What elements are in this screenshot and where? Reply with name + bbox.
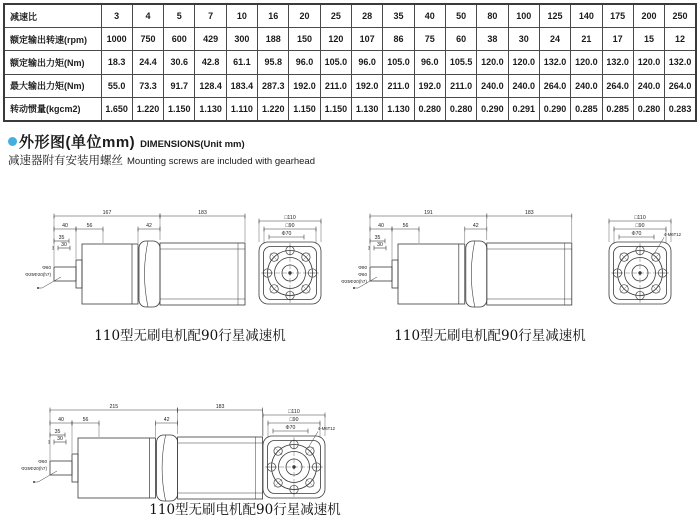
spec-cell: 1.150 (164, 97, 195, 121)
spec-cell: 600 (164, 28, 195, 51)
spec-cell: 1.130 (195, 97, 226, 121)
spec-cell: 300 (226, 28, 257, 51)
dim-label: 3 (51, 245, 55, 251)
spec-cell: 25 (320, 4, 351, 28)
side-view-drawing (334, 196, 594, 336)
spec-cell: 28 (352, 4, 383, 28)
dim-label: 167 (102, 210, 112, 217)
spec-row (4, 97, 696, 121)
spec-row-label: 额定输出转速(rpm) (4, 28, 101, 51)
spec-row-label: 最大输出力矩(Nm) (4, 74, 101, 97)
spec-cell: 183.4 (226, 74, 257, 97)
spec-cell: 240.0 (571, 74, 602, 97)
spec-cell: 35 (383, 4, 414, 28)
spec-table (3, 3, 697, 122)
spec-cell: 60 (445, 28, 476, 51)
dim-label: 30 (57, 436, 63, 443)
spec-cell: 105.0 (320, 51, 351, 74)
spec-cell: 240.0 (633, 74, 664, 97)
spec-cell: 105.0 (383, 51, 414, 74)
dim-label: □90 (635, 223, 645, 230)
dim-label: 35 (58, 235, 65, 242)
spec-cell: 429 (195, 28, 226, 51)
dim-label: 183 (215, 404, 225, 411)
front-flange-view (252, 406, 336, 510)
spec-cell: 61.1 (226, 51, 257, 74)
spec-cell: 1.130 (352, 97, 383, 121)
spec-cell: 132.0 (602, 51, 633, 74)
dim-label: Φ60 (358, 272, 367, 277)
dim-label: 42 (146, 223, 152, 230)
dim-label: 56 (86, 223, 93, 230)
dim-label: □90 (285, 223, 295, 230)
spec-cell: 240.0 (477, 74, 508, 97)
spec-cell: 17 (602, 28, 633, 51)
spec-cell: 250 (665, 4, 696, 28)
mounting-note-en: Mounting screws are included with gearhead (127, 156, 315, 167)
spec-cell: 3 (101, 4, 132, 28)
spec-cell: 24 (539, 28, 570, 51)
spec-row-label: 转动惯量(kgcm2) (4, 97, 101, 121)
spec-cell: 192.0 (414, 74, 445, 97)
spec-cell: 128.4 (195, 74, 226, 97)
spec-cell: 105.5 (445, 51, 476, 74)
dim-label: □110 (288, 409, 300, 416)
spec-cell: 175 (602, 4, 633, 28)
dim-label: 4-M6T12 (317, 426, 335, 431)
spec-cell: 1.130 (383, 97, 414, 121)
spec-cell: 1.220 (132, 97, 163, 121)
dim-label: □90 (289, 417, 299, 424)
spec-row (4, 28, 696, 51)
dim-label: 191 (424, 210, 433, 217)
dim-label: 30 (377, 242, 383, 249)
drawing-caption-2: 110型无刷电机配90行星减速机 (394, 328, 586, 344)
spec-cell: 40 (414, 4, 445, 28)
spec-cell: 0.280 (414, 97, 445, 121)
mounting-note (8, 152, 315, 168)
spec-cell: 287.3 (258, 74, 289, 97)
spec-cell: 96.0 (352, 51, 383, 74)
spec-cell: 1.220 (258, 97, 289, 121)
spec-cell: 1.150 (320, 97, 351, 121)
dim-label: Φ25Φ20(h7) (21, 466, 47, 471)
spec-cell: 96.0 (414, 51, 445, 74)
spec-cell: 132.0 (665, 51, 696, 74)
dim-label: 42 (472, 223, 479, 230)
dim-label: 40 (58, 417, 64, 424)
dim-label: 40 (62, 223, 68, 230)
dim-label: 3 (47, 439, 51, 445)
spec-cell: 10 (226, 4, 257, 28)
spec-cell: 30 (508, 28, 539, 51)
spec-cell: 264.0 (602, 74, 633, 97)
spec-cell: 42.8 (195, 51, 226, 74)
dim-label: Φ70 (285, 425, 296, 432)
spec-cell: 132.0 (539, 51, 570, 74)
spec-row (4, 4, 696, 28)
spec-cell: 0.280 (445, 97, 476, 121)
dim-label: Φ90 (358, 265, 367, 270)
spec-cell: 55.0 (101, 74, 132, 97)
spec-cell: 4 (132, 4, 163, 28)
dim-label: 35 (54, 429, 61, 436)
dim-label: 56 (82, 417, 89, 424)
spec-cell: 211.0 (383, 74, 414, 97)
spec-cell: 1000 (101, 28, 132, 51)
spec-cell: 211.0 (320, 74, 351, 97)
dim-label: 183 (198, 210, 207, 217)
dim-label: 30 (61, 242, 67, 249)
spec-cell: 211.0 (445, 74, 476, 97)
spec-cell: 0.285 (602, 97, 633, 121)
spec-cell: 150 (289, 28, 320, 51)
spec-cell: 21 (571, 28, 602, 51)
dim-label: Φ25Φ20(h7) (25, 272, 51, 277)
spec-cell: 192.0 (352, 74, 383, 97)
spec-row-label: 额定输出力矩(Nm) (4, 51, 101, 74)
spec-cell: 107 (352, 28, 383, 51)
spec-cell: 188 (258, 28, 289, 51)
dim-label: Φ60 (42, 265, 51, 270)
spec-cell: 750 (132, 28, 163, 51)
spec-cell: 24.4 (132, 51, 163, 74)
spec-cell: 7 (195, 4, 226, 28)
spec-cell: 264.0 (539, 74, 570, 97)
spec-cell: 20 (289, 4, 320, 28)
section-title-zh: 外形图(单位mm) (19, 134, 136, 151)
spec-cell: 120.0 (571, 51, 602, 74)
spec-cell: 50 (445, 4, 476, 28)
dim-label: 35 (374, 235, 381, 242)
spec-cell: 140 (571, 4, 602, 28)
spec-cell: 120 (320, 28, 351, 51)
spec-cell: 80 (477, 4, 508, 28)
spec-cell: 0.280 (633, 97, 664, 121)
spec-cell: 0.291 (508, 97, 539, 121)
spec-row (4, 74, 696, 97)
dim-label: Φ70 (281, 231, 292, 238)
front-flange-view (248, 212, 332, 316)
dim-label: 215 (109, 404, 119, 411)
drawing-caption-3: 110型无刷电机配90行星减速机 (149, 502, 341, 518)
spec-cell: 0.290 (539, 97, 570, 121)
dim-label: 4-M6T12 (663, 232, 681, 237)
dim-label: Φ25Φ20(h7) (341, 279, 367, 284)
spec-cell: 200 (633, 4, 664, 28)
spec-cell: 96.0 (289, 51, 320, 74)
spec-cell: 240.0 (508, 74, 539, 97)
section-title-en: DIMENSIONS(Unit mm) (140, 139, 245, 150)
spec-cell: 1.150 (289, 97, 320, 121)
spec-cell: 38 (477, 28, 508, 51)
spec-cell: 120.0 (508, 51, 539, 74)
spec-cell: 0.290 (477, 97, 508, 121)
dim-label: 183 (524, 210, 534, 217)
drawing-caption-1: 110型无刷电机配90行星减速机 (94, 328, 286, 344)
spec-cell: 100 (508, 4, 539, 28)
spec-cell: 264.0 (665, 74, 696, 97)
spec-cell: 95.8 (258, 51, 289, 74)
dim-label: 3 (367, 245, 371, 251)
dim-label: □110 (284, 215, 296, 222)
spec-cell: 125 (539, 4, 570, 28)
mounting-note-zh: 减速器附有安装用螺丝 (8, 155, 123, 167)
spec-cell: 86 (383, 28, 414, 51)
spec-cell: 120.0 (633, 51, 664, 74)
bullet-icon (8, 137, 17, 146)
dim-label: 42 (163, 417, 170, 424)
spec-cell: 91.7 (164, 74, 195, 97)
spec-cell: 75 (414, 28, 445, 51)
spec-cell: 73.3 (132, 74, 163, 97)
front-flange-view (598, 212, 682, 316)
dim-label: □110 (634, 215, 646, 222)
dim-label: Φ70 (631, 231, 642, 238)
spec-cell: 0.283 (665, 97, 696, 121)
spec-cell: 15 (633, 28, 664, 51)
dim-label: Φ60 (38, 459, 47, 464)
dim-label: 40 (378, 223, 384, 230)
spec-cell: 12 (665, 28, 696, 51)
spec-cell: 192.0 (289, 74, 320, 97)
spec-cell: 1.110 (226, 97, 257, 121)
spec-cell: 5 (164, 4, 195, 28)
side-view-drawing (18, 196, 278, 336)
spec-cell: 1.650 (101, 97, 132, 121)
spec-cell: 0.285 (571, 97, 602, 121)
spec-cell: 120.0 (477, 51, 508, 74)
spec-row-label: 减速比 (4, 4, 101, 28)
dimensions-section-header (8, 131, 245, 152)
dim-label: 56 (402, 223, 409, 230)
spec-cell: 30.6 (164, 51, 195, 74)
spec-cell: 16 (258, 4, 289, 28)
spec-row (4, 51, 696, 74)
spec-cell: 18.3 (101, 51, 132, 74)
